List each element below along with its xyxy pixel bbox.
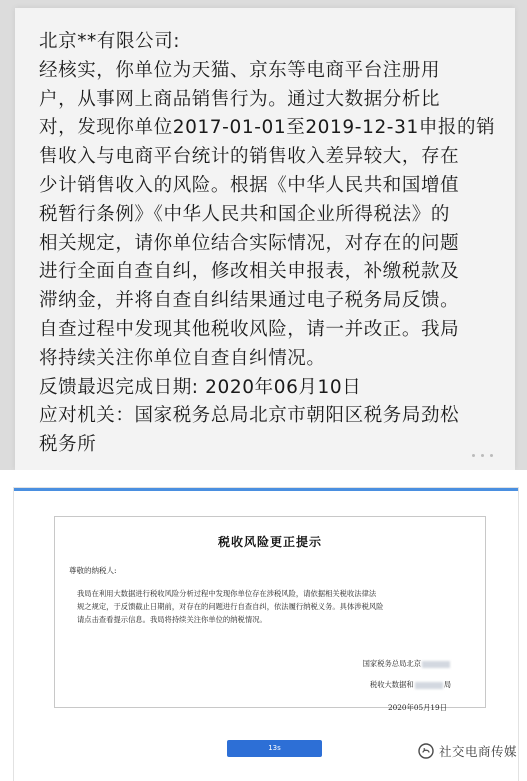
notice-body-line: 我局在利用大数据进行税收风险分析过程中发现你单位存在涉税风险，请依据相关税收法律法: [77, 589, 377, 598]
watermark: [418, 742, 517, 760]
message-line: 户，从事网上商品销售行为。通过大数据分析比: [39, 88, 441, 110]
notice-body: [77, 587, 477, 626]
message-line: 自查过程中发现其他税收风险，请一并改正。我局: [39, 318, 460, 340]
header-bar: [14, 488, 518, 491]
message-line: 北京**有限公司:: [39, 31, 181, 52]
signature-dept-text: 税收大数据和: [369, 680, 414, 689]
message-line: 相关规定，请你单位结合实际情况，对存在的问题: [39, 232, 460, 254]
redacted-block: [422, 661, 450, 668]
signature-dept-suffix: 局: [443, 680, 451, 689]
notice-panel: [54, 516, 486, 712]
message-authority-cont: 税务所: [39, 434, 97, 456]
wechat-official-account-icon: [418, 743, 434, 759]
message-line: 对，发现你单位2017-01-01至2019-12-31申报的销: [39, 117, 496, 139]
signature-org-text: 国家税务总局北京: [362, 659, 421, 668]
notice-title: 税收风险更正提示: [217, 535, 322, 549]
tax-notice-page: [13, 487, 519, 781]
more-dots-icon: [433, 448, 493, 462]
message-card: [15, 8, 515, 470]
message-line: 经核实，你单位为天猫、京东等电商平台注册用: [39, 59, 441, 81]
notice-date: 2020年05月19日: [387, 703, 447, 712]
notice-greeting: 尊敬的纳税人:: [69, 566, 117, 575]
message-authority: 应对机关：国家税务总局北京市朝阳区税务局劲松: [39, 405, 460, 427]
redacted-block: [415, 682, 443, 689]
message-body: [39, 28, 517, 460]
message-line: 进行全面自查自纠，修改相关申报表，补缴税款及: [39, 261, 460, 283]
signature-dept: [370, 680, 451, 690]
message-line: 将持续关注你单位自查自纠情况。: [39, 347, 326, 369]
message-line: 税暂行条例》《中华人民共和国企业所得税法》的: [39, 203, 450, 225]
countdown-button[interactable]: 13s: [227, 740, 322, 757]
message-line: 售收入与电商平台统计的销售收入差异较大，存在: [39, 146, 460, 168]
notice-body-line[interactable]: 请点击查看提示信息。我局将持续关注你单位的纳税情况。: [77, 615, 267, 624]
watermark-text: 社交电商传媒: [438, 744, 517, 759]
notice-body-line: 规之规定，于反馈截止日期前，对存在的问题进行自查自纠，依法履行纳税义务。具体涉税风险: [77, 602, 384, 611]
message-line: 少计销售收入的风险。根据《中华人民共和国增值: [39, 174, 460, 196]
signature-org: [363, 659, 451, 669]
message-line: 滞纳金，并将自查自纠结果通过电子税务局反馈。: [39, 290, 460, 312]
message-deadline: 反馈最迟完成日期: 2020年06月10日: [39, 376, 362, 398]
